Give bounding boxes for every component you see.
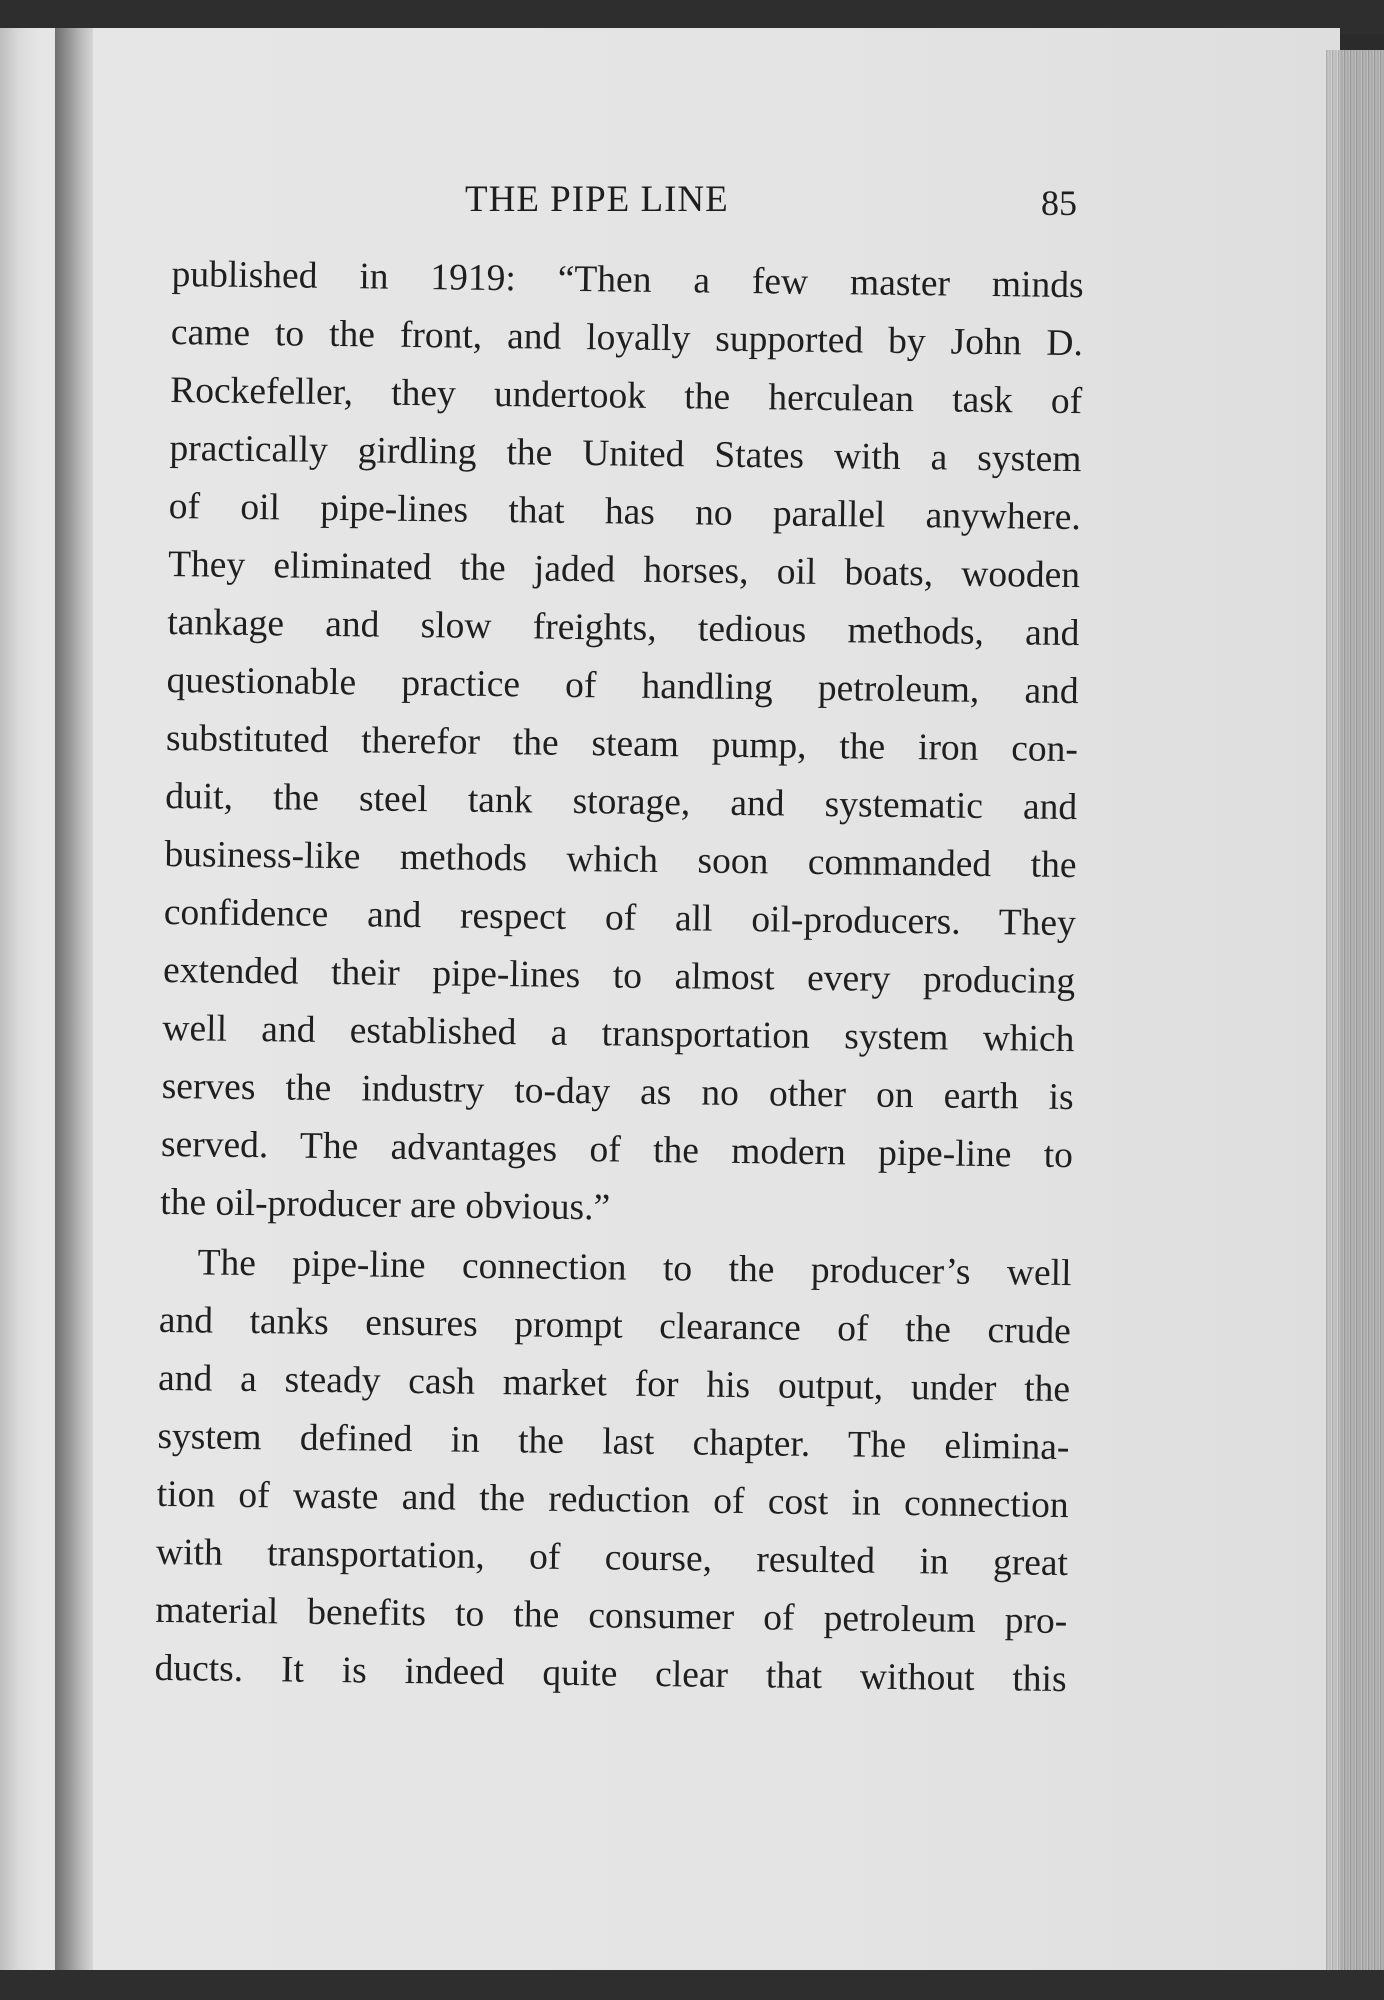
paragraph-pipe-line-connection [154,1234,1072,1709]
text-line: duit, the steel tank storage, and systematic and [165,775,1078,829]
paragraph-quote [160,246,1084,1243]
book-gutter [55,28,93,1973]
text-line: The pipe-line connection to the producer’s well [197,1242,1072,1295]
running-head: THE PIPE LINE [465,179,729,220]
text-line: tion of waste and the reduction of cost in connection [156,1473,1069,1527]
text-line: served. The advantages of the modern pipe-line to [160,1123,1074,1177]
text-line: serves the industry to-day as no other on earth is [161,1065,1074,1119]
text-line: material benefits to the consumer of petroleum pro- [155,1589,1068,1643]
page-number: 85 [1041,183,1077,223]
text-line: of oil pipe-lines that has no parallel anywhere. [168,485,1081,539]
text-line: and tanks ensures prompt clearance of the crude [158,1299,1072,1353]
text-line: published in 1919: “Then a few master minds [171,253,1084,307]
text-line: Rockefeller, they undertook the herculean task of [169,369,1083,423]
text-line: questionable practice of handling petroleum, and [166,659,1079,713]
text-line: business-like methods which soon commanded the [164,833,1077,887]
page-header [175,178,1085,238]
text-line: extended their pipe-lines to almost every producing [162,949,1076,1003]
text-line: They eliminated the jaded horses, oil boats, wooden [167,543,1081,597]
scanner-bottom-border [0,1970,1384,2000]
body-text [154,246,1084,1709]
text-line: confidence and respect of all oil-producers. They [163,891,1077,945]
text-line: practically girdling the United States with a system [169,427,1082,481]
text-line: tankage and slow freights, tedious methods, and [167,601,1080,655]
text-line: substituted therefor the steam pump, the iron con- [165,717,1079,771]
text-line: with transportation, of course, resulted in great [155,1531,1069,1585]
text-line: well and established a transportation system which [162,1007,1075,1061]
book-page-edges [1326,50,1384,1980]
text-line: system defined in the last chapter. The elimina- [157,1415,1070,1469]
text-line: came to the front, and loyally supported by John D. [170,311,1084,365]
text-line: the oil-producer are obvious.” [160,1181,611,1229]
text-line: and a steady cash market for his output, under the [157,1357,1071,1411]
text-line: ducts. It is indeed quite clear that without this [154,1647,1067,1701]
